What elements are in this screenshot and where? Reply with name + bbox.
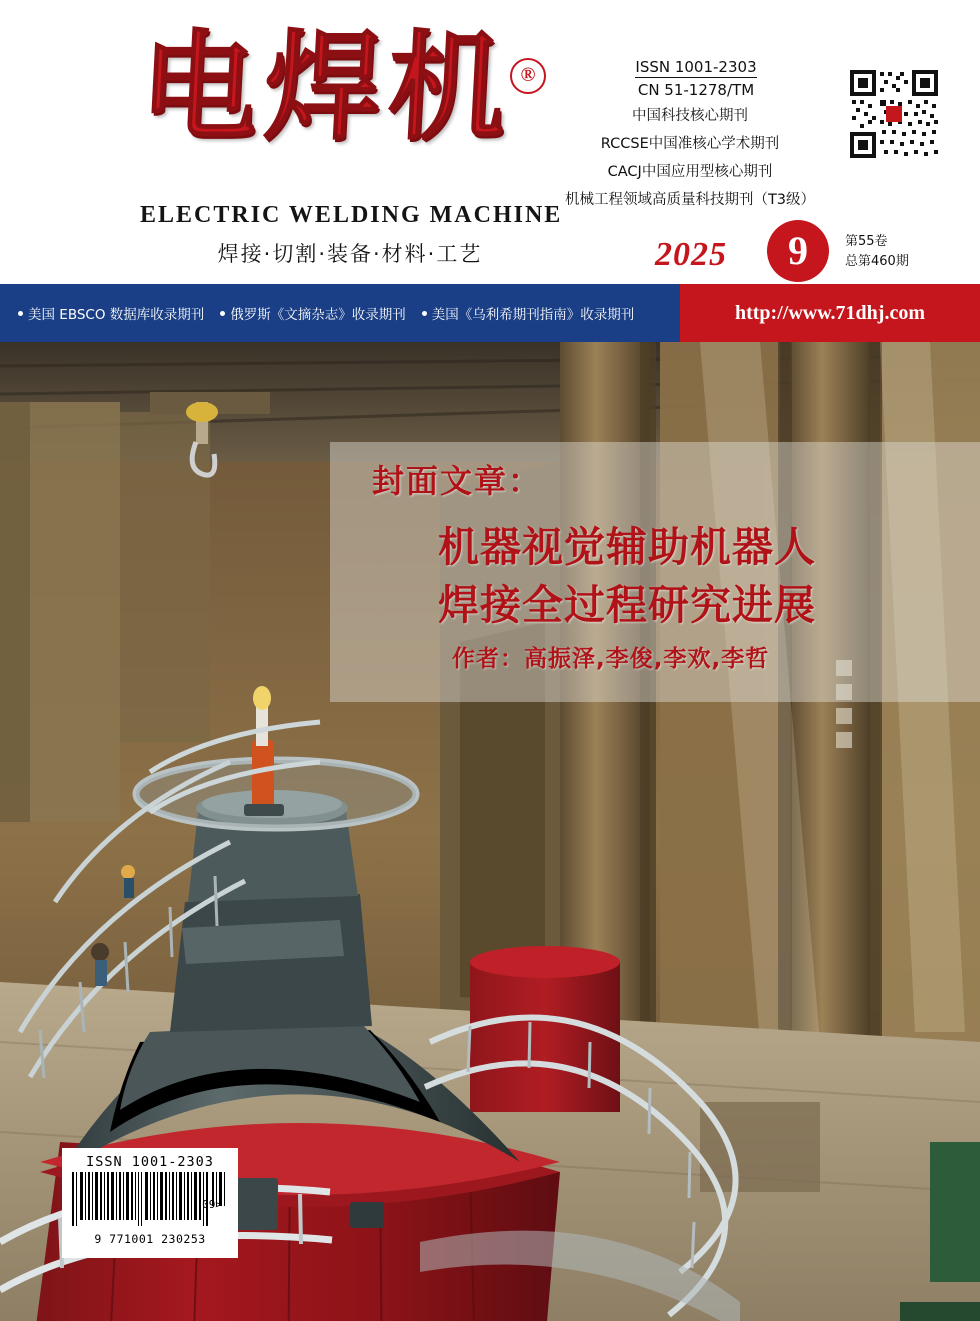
issn-text: ISSN 1001-2303	[635, 58, 757, 76]
issue-total: 总第460期	[845, 253, 909, 269]
cover-feature-authors: 作者：高振泽,李俊,李欢,李哲	[452, 646, 770, 672]
certification-list	[540, 104, 840, 216]
indexing-band	[0, 284, 980, 342]
cn-code-text: CN 51-1278/TM	[637, 81, 755, 99]
certification-item: CACJ中国应用型核心期刊	[607, 164, 773, 180]
database-item	[422, 303, 635, 323]
journal-title-cn: 电焊机	[136, 23, 516, 154]
bullet-icon	[18, 311, 23, 316]
issue-year: 2025	[655, 236, 727, 273]
cover-feature-block	[330, 442, 950, 712]
certification-item: 机械工程领域高质量科技期刊（T3级）	[564, 192, 816, 208]
journal-title-en: ELECTRIC WELDING MACHINE	[140, 202, 563, 228]
qr-code-icon[interactable]	[848, 68, 940, 160]
masthead	[0, 0, 980, 284]
barcode-issn-text: ISSN 1001-2303	[86, 1154, 214, 1170]
bullet-icon	[220, 311, 225, 316]
database-item	[18, 303, 204, 323]
issue-volume-info	[845, 232, 909, 271]
issn-block	[566, 58, 826, 99]
certification-item: RCCSE中国准核心学术期刊	[600, 136, 780, 152]
database-label: 俄罗斯《文摘杂志》收录期刊	[230, 307, 406, 323]
cover-feature-label: 封面文章：	[372, 462, 543, 500]
issue-volume: 第55卷	[845, 234, 888, 249]
cover-feature-title-line1: 机器视觉辅助机器人	[438, 523, 816, 571]
database-list	[18, 284, 634, 342]
journal-logo	[136, 23, 563, 230]
journal-subtitle: 焊接·切割·装备·材料·工艺	[217, 242, 483, 266]
cover-feature-title-line2: 焊接全过程研究进展	[438, 581, 816, 629]
certification-item: 中国科技核心期刊	[632, 108, 748, 124]
barcode-issue-supplement: 09>	[202, 1198, 222, 1211]
database-item	[220, 303, 406, 323]
barcode-bars	[70, 1172, 230, 1232]
issue-number: 9	[767, 220, 829, 282]
database-label: 美国《乌利希期刊指南》收录期刊	[431, 307, 635, 323]
bullet-icon	[422, 311, 427, 316]
registered-trademark-icon: ®	[510, 58, 546, 94]
journal-website-link[interactable]: http://www.71dhj.com	[734, 301, 925, 324]
barcode-block	[62, 1148, 238, 1258]
issue-block	[655, 228, 975, 280]
barcode-number: 9 771001 230253	[94, 1232, 206, 1246]
database-label: 美国 EBSCO 数据库收录期刊	[28, 307, 205, 323]
